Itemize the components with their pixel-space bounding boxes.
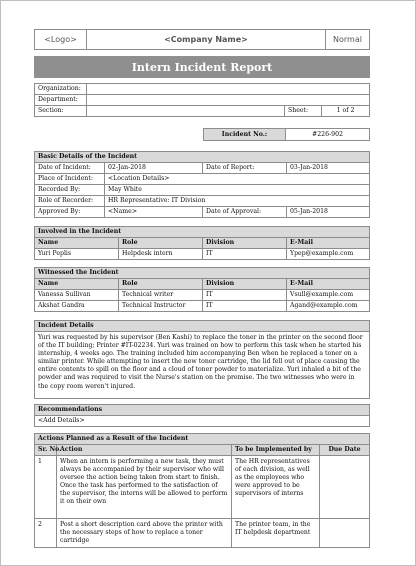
table-row xyxy=(35,456,370,519)
recommendations-text[interactable]: <Add Details> xyxy=(35,416,370,427)
actions-section xyxy=(34,433,370,548)
actions-col-due: Due Date xyxy=(320,445,370,456)
actions-col-no: Sr. No. xyxy=(35,445,57,456)
section-label: Section: xyxy=(35,106,87,117)
incident-number-block xyxy=(203,128,370,141)
department-label: Department: xyxy=(35,95,87,106)
witness-name: Vanessa Sullivan xyxy=(35,290,119,301)
approved-by-label: Approved By: xyxy=(35,207,105,218)
approved-by-value: <Name> xyxy=(105,207,203,218)
involved-role: Helpdesk intern xyxy=(119,249,203,260)
department-value[interactable] xyxy=(87,95,370,106)
witnessed-col-name: Name xyxy=(35,279,119,290)
involved-col-name: Name xyxy=(35,238,119,249)
date-approval-label: Date of Approval: xyxy=(203,207,287,218)
recorded-by-label: Recorded By: xyxy=(35,185,105,196)
incident-number-value: #226-902 xyxy=(286,129,370,141)
recommendations-heading: Recommendations xyxy=(35,405,370,416)
table-row xyxy=(35,290,370,301)
witnessed-section xyxy=(34,267,370,312)
involved-col-role: Role xyxy=(119,238,203,249)
date-report-value: 03-Jan-2018 xyxy=(287,163,370,174)
date-report-label: Date of Report: xyxy=(203,163,287,174)
role-label: Role of Recorder: xyxy=(35,196,105,207)
basic-details-heading: Basic Details of the Incident xyxy=(35,152,370,163)
sheet-label: Sheet: xyxy=(285,106,322,117)
witnessed-col-email: E-Mail xyxy=(287,279,370,290)
action-text: When an intern is performing a new task, they must always be accompanied by their supervisor who will oversee the action being taken from start to finish. Once the task has performed to the satisfaction of the supervisor, the interns will be allowed to perform it on their own xyxy=(57,456,232,519)
witness-role: Technical Instructor xyxy=(119,301,203,312)
date-incident-value: 02-Jan-2018 xyxy=(105,163,203,174)
report-title: Intern Incident Report xyxy=(34,56,370,78)
org-block xyxy=(34,83,370,117)
witness-name: Akshat Gandra xyxy=(35,301,119,312)
involved-col-division: Division xyxy=(203,238,287,249)
date-incident-label: Date of Incident: xyxy=(35,163,105,174)
involved-division: IT xyxy=(203,249,287,260)
action-implemented-by: The HR representatives of each division, as well as the employees who were approved to be supervisors of interns xyxy=(232,456,320,519)
witnessed-col-division: Division xyxy=(203,279,287,290)
involved-name: Yuri Peplis xyxy=(35,249,119,260)
witness-role: Technical writer xyxy=(119,290,203,301)
witness-division: IT xyxy=(203,301,287,312)
involved-col-email: E-Mail xyxy=(287,238,370,249)
actions-col-action: Action xyxy=(57,445,232,456)
recorded-by-value: May White xyxy=(105,185,370,196)
witness-email: Agand@example.com xyxy=(287,301,370,312)
organization-label: Organization: xyxy=(35,84,87,95)
actions-col-by: To be Implemented by xyxy=(232,445,320,456)
incident-details-heading: Incident Details xyxy=(35,321,370,332)
company-name: <Company Name> xyxy=(86,29,326,50)
incident-number-label: Incident No.: xyxy=(204,129,286,141)
table-row xyxy=(35,301,370,312)
place-value: <Location Details> xyxy=(105,174,370,185)
place-label: Place of Incident: xyxy=(35,174,105,185)
incident-details-section xyxy=(34,320,370,399)
witnessed-col-role: Role xyxy=(119,279,203,290)
involved-email: Ypep@example.com xyxy=(287,249,370,260)
actions-heading: Actions Planned as a Result of the Incident xyxy=(35,434,370,445)
role-value: HR Representative: IT Division xyxy=(105,196,370,207)
section-value[interactable] xyxy=(87,106,285,117)
involved-section xyxy=(34,226,370,260)
recommendations-section xyxy=(34,404,370,427)
witness-email: Vsull@example.com xyxy=(287,290,370,301)
action-number: 2 xyxy=(35,519,57,548)
style-label: Normal xyxy=(325,29,370,50)
table-row xyxy=(35,519,370,548)
logo-placeholder: <Logo> xyxy=(34,29,87,50)
involved-heading: Involved in the Incident xyxy=(35,227,370,238)
action-due-date[interactable] xyxy=(320,519,370,548)
action-due-date[interactable] xyxy=(320,456,370,519)
witness-division: IT xyxy=(203,290,287,301)
incident-details-text: Yuri was requested by his supervisor (Ben Kashi) to replace the toner in the printer on the second floor of the IT building; Printer #IT-02234. Yuri was trained on how to perform this task when he started his internship, 4 weeks ago. The training included him accompanying Ben when he replaced a toner on a similar printer. While attempting to insert the new toner cartridge, the lid fell out of place causing the entire contents to spill on the floor and a cloud of toner powder to materialize. Yuri inhaled a bit of the powder and was required to visit the Nurse's station on the premise. The two witnesses who were in the copy room weren't injured. xyxy=(35,332,370,399)
action-number: 1 xyxy=(35,456,57,519)
basic-details-section xyxy=(34,151,370,218)
action-implemented-by: The printer team, in the IT helpdesk department xyxy=(232,519,320,548)
date-approval-value: 05-Jan-2018 xyxy=(287,207,370,218)
table-row xyxy=(35,249,370,260)
action-text: Post a short description card above the printer with the necessary steps of how to replace a toner cartridge xyxy=(57,519,232,548)
witnessed-heading: Witnessed the Incident xyxy=(35,268,370,279)
organization-value[interactable] xyxy=(87,84,370,95)
sheet-value: 1 of 2 xyxy=(322,106,370,117)
